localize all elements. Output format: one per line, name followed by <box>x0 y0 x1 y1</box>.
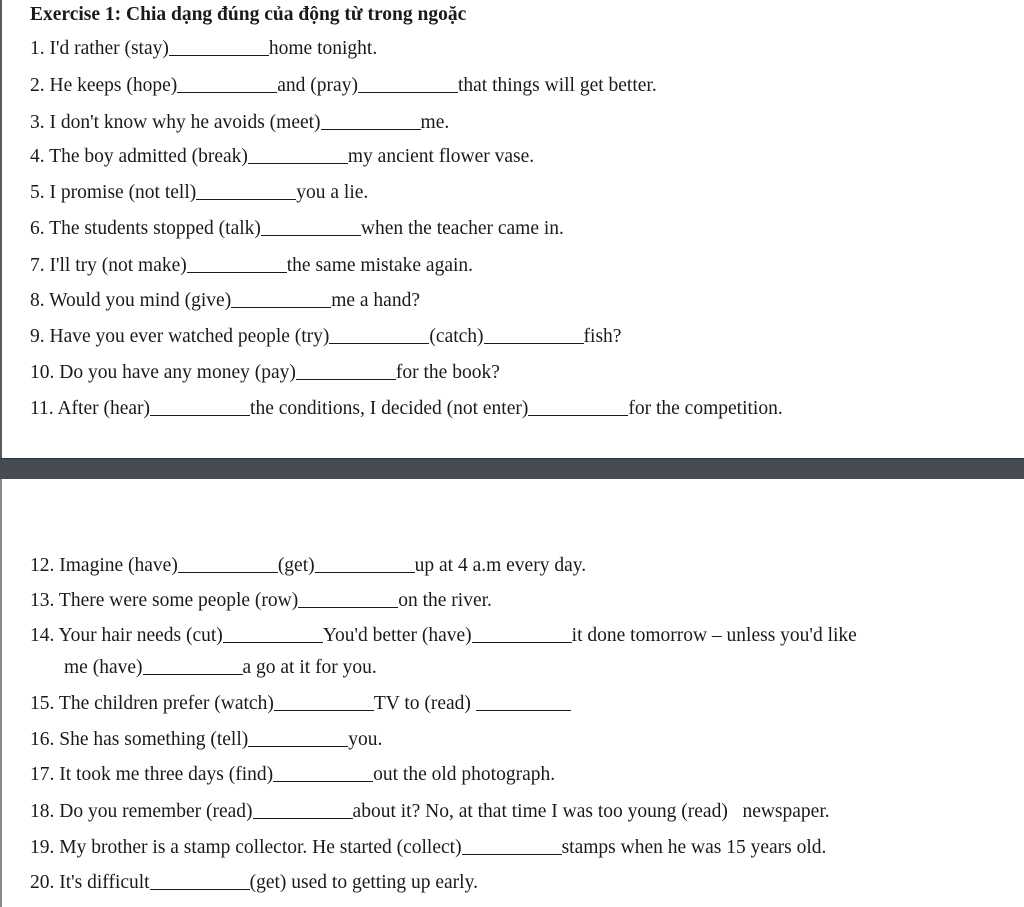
item-text: for the book? <box>395 362 500 383</box>
item-text: Do you have any money (pay) <box>59 362 296 383</box>
exercise-item-20 <box>30 871 478 895</box>
exercise-item-2 <box>30 74 657 98</box>
item-text: Would you mind (give) <box>49 290 232 311</box>
item-text: Imagine (have) <box>59 555 178 576</box>
item-text: on the river. <box>398 590 492 611</box>
answer-blank[interactable] <box>484 326 584 344</box>
answer-blank[interactable] <box>321 112 421 130</box>
item-text: for the competition. <box>628 398 783 419</box>
answer-blank[interactable] <box>248 729 348 747</box>
item-text: Your hair needs (cut) <box>58 625 223 646</box>
answer-blank[interactable] <box>178 555 278 573</box>
item-text: She has something (tell) <box>59 729 249 750</box>
answer-blank[interactable] <box>253 801 353 819</box>
item-number: 2. <box>30 75 45 96</box>
item-text: fish? <box>583 326 622 347</box>
item-number: 14. <box>30 625 55 646</box>
item-number: 10. <box>30 362 55 383</box>
exercise-item-1 <box>30 37 377 61</box>
answer-blank[interactable] <box>143 657 243 675</box>
exercise-item-6 <box>30 217 564 241</box>
exercise-item-16 <box>30 728 382 752</box>
item-number: 1. <box>30 38 45 59</box>
item-number: 7. <box>30 255 45 276</box>
item-number: 12. <box>30 555 55 576</box>
answer-blank[interactable] <box>248 146 348 164</box>
answer-blank[interactable] <box>150 398 250 416</box>
lower-left-border <box>0 479 2 907</box>
answer-blank[interactable] <box>150 872 250 890</box>
item-text: the conditions, I decided (not enter) <box>250 398 529 419</box>
item-text: The children prefer (watch) <box>58 693 274 714</box>
exercise-title: Exercise 1: Chia dạng đúng của động từ trong ngoặc <box>30 4 467 25</box>
item-text: There were some people (row) <box>58 590 299 611</box>
item-number: 13. <box>30 590 55 611</box>
item-number: 4. <box>30 146 45 167</box>
exercise-item-4 <box>30 145 534 169</box>
item-text: you. <box>348 729 383 750</box>
item-text: when the teacher came in. <box>360 218 564 239</box>
item-text: my ancient flower vase. <box>347 146 535 167</box>
answer-blank[interactable] <box>528 398 628 416</box>
item-text: Do you remember (read) <box>59 801 253 822</box>
answer-blank[interactable] <box>177 75 277 93</box>
item-text: me. <box>420 112 450 133</box>
item-text: My brother is a stamp collector. He started (collect) <box>59 837 462 858</box>
item-text: I don't know why he avoids (meet) <box>49 112 321 133</box>
exercise-item-15 <box>30 692 571 716</box>
item-number: 11. <box>30 398 54 419</box>
item-text: I'll try (not make) <box>49 255 187 276</box>
item-text: the same mistake again. <box>286 255 474 276</box>
exercise-item-10 <box>30 361 500 385</box>
item-text: TV to (read) <box>373 693 471 714</box>
item-number: 16. <box>30 729 55 750</box>
item-text: Have you ever watched people (try) <box>49 326 330 347</box>
item-text: up at 4 a.m every day. <box>414 555 587 576</box>
exercise-item-18 <box>30 800 830 824</box>
item-text: (get) used to getting up early. <box>249 872 478 893</box>
answer-blank[interactable] <box>296 362 396 380</box>
item-text: a go at it for you. <box>242 657 377 678</box>
item-text: The students stopped (talk) <box>49 218 261 239</box>
exercise-item-7 <box>30 254 473 278</box>
exercise-item-3 <box>30 111 449 135</box>
exercise-item-13 <box>30 589 492 613</box>
exercise-item-17 <box>30 763 555 787</box>
item-text: He keeps (hope) <box>49 75 178 96</box>
item-number: 5. <box>30 182 45 203</box>
item-number: 9. <box>30 326 45 347</box>
answer-blank[interactable] <box>462 837 562 855</box>
item-text: about it? No, at that time I was too young (read) newspaper. <box>352 801 830 822</box>
item-text: it done tomorrow – unless you'd like <box>571 625 857 646</box>
item-text: The boy admitted (break) <box>49 146 248 167</box>
item-text: (catch) <box>429 326 484 347</box>
item-number: 20. <box>30 872 55 893</box>
exercise-item-19 <box>30 836 826 860</box>
answer-blank[interactable] <box>223 625 323 643</box>
answer-blank[interactable] <box>261 218 361 236</box>
answer-blank[interactable] <box>231 290 331 308</box>
exercise-item-14-continued <box>64 656 377 680</box>
exercise-item-12 <box>30 554 586 578</box>
answer-blank[interactable] <box>358 75 458 93</box>
item-number: 17. <box>30 764 55 785</box>
item-text: stamps when he was 15 years old. <box>561 837 827 858</box>
item-number: 8. <box>30 290 45 311</box>
item-text: (get) <box>277 555 315 576</box>
item-text: You'd better (have) <box>322 625 472 646</box>
item-number: 18. <box>30 801 55 822</box>
item-number: 19. <box>30 837 55 858</box>
item-text: It took me three days (find) <box>59 764 274 785</box>
item-text: and (pray) <box>277 75 358 96</box>
item-text: you a lie. <box>296 182 369 203</box>
item-text: I'd rather (stay) <box>49 38 169 59</box>
item-text: After (hear) <box>57 398 151 419</box>
answer-blank[interactable] <box>329 326 429 344</box>
answer-blank[interactable] <box>273 764 373 782</box>
item-text: that things will get better. <box>457 75 657 96</box>
item-text: me a hand? <box>331 290 420 311</box>
page-divider <box>0 459 1024 479</box>
answer-blank[interactable] <box>472 625 572 643</box>
answer-blank[interactable] <box>196 182 296 200</box>
item-text: home tonight. <box>268 38 378 59</box>
item-number: 6. <box>30 218 45 239</box>
exercise-item-11 <box>30 397 783 421</box>
item-text: out the old photograph. <box>373 764 556 785</box>
exercise-item-9 <box>30 325 621 349</box>
exercise-item-14 <box>30 624 857 648</box>
item-text: me (have) <box>64 657 143 678</box>
item-number: 3. <box>30 112 45 133</box>
exercise-item-8 <box>30 289 420 313</box>
answer-blank[interactable] <box>298 590 398 608</box>
answer-blank[interactable] <box>315 555 415 573</box>
item-text: I promise (not tell) <box>49 182 197 203</box>
answer-blank[interactable] <box>187 255 287 273</box>
answer-blank[interactable] <box>274 693 374 711</box>
answer-blank[interactable] <box>476 693 571 711</box>
item-text: It's difficult <box>59 872 150 893</box>
answer-blank[interactable] <box>169 38 269 56</box>
item-number: 15. <box>30 693 55 714</box>
exercise-item-5 <box>30 181 368 205</box>
